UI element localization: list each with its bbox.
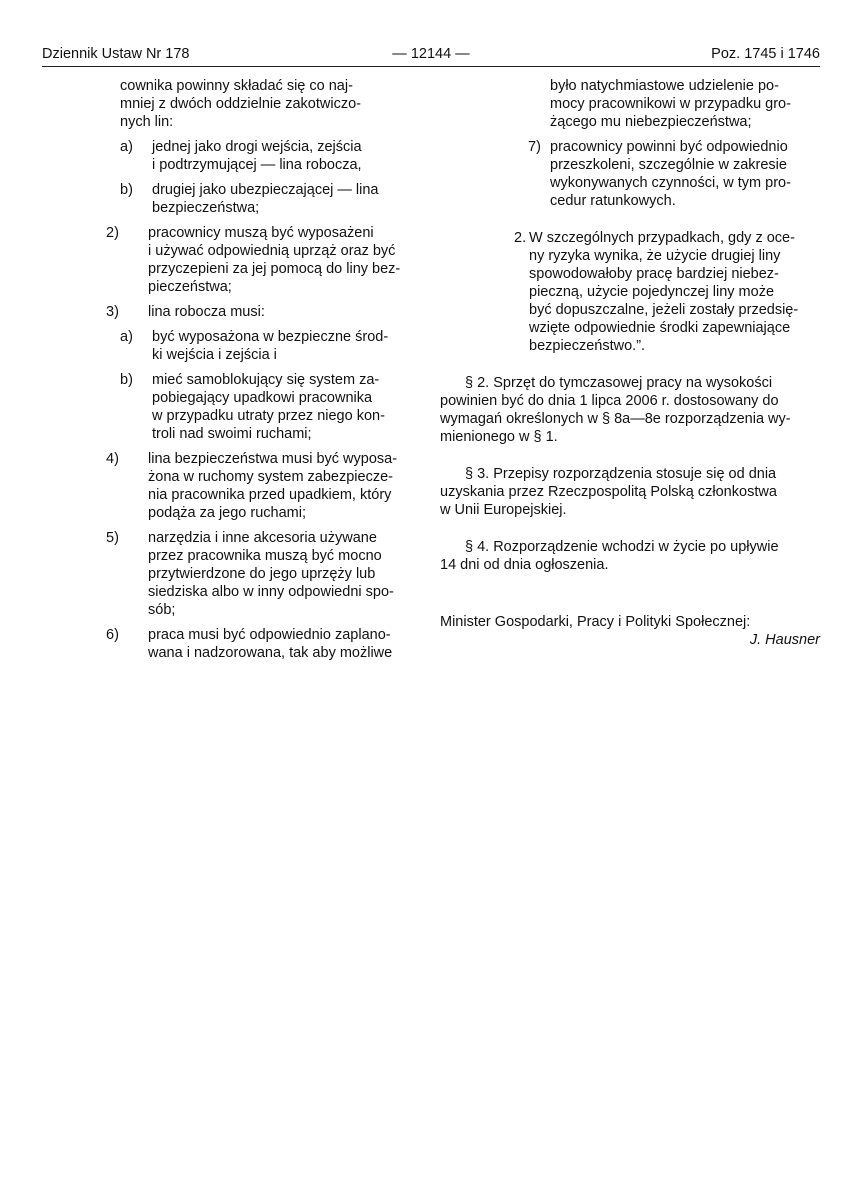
text-line: w przypadku utraty przez niego kon- bbox=[152, 408, 385, 424]
text-line: być dopuszczalne, jeżeli zostały przedsię- bbox=[529, 302, 799, 318]
text-line: powinien być do dnia 1 lipca 2006 r. dostosowany do bbox=[440, 393, 779, 409]
text-line: ny ryzyka wynika, że użycie drugiej liny bbox=[529, 248, 781, 264]
item-number: 3) bbox=[106, 304, 119, 320]
text-line: siedziska albo w inny odpowiedni spo- bbox=[148, 584, 394, 600]
item-number: 2) bbox=[106, 225, 119, 241]
list-item-6 bbox=[106, 626, 422, 662]
journal-title: Dziennik Ustaw Nr 178 bbox=[42, 46, 190, 62]
item-number: 4) bbox=[106, 451, 119, 467]
text-line: pracownicy powinni być odpowiednio bbox=[550, 139, 788, 155]
left-column bbox=[106, 77, 422, 662]
text-line: § 3. Przepisy rozporządzenia stosuje się od dnia bbox=[465, 466, 777, 482]
list-item-1a bbox=[120, 138, 422, 174]
text-line: sób; bbox=[148, 602, 176, 618]
intro-paragraph bbox=[120, 77, 422, 131]
item-number: 7) bbox=[528, 139, 541, 155]
text-line: pracownicy muszą być wyposażeni bbox=[148, 225, 374, 241]
text-line: bezpieczeństwo.”. bbox=[529, 338, 646, 354]
text-line: troli nad swoimi ruchami; bbox=[152, 426, 312, 442]
list-item-3 bbox=[106, 303, 422, 321]
text-line: § 2. Sprzęt do tymczasowej pracy na wysokości bbox=[465, 375, 773, 391]
list-item-3a bbox=[120, 328, 422, 364]
right-column bbox=[440, 77, 820, 649]
text-line: żącego mu niebezpieczeństwa; bbox=[550, 114, 752, 130]
list-item-7 bbox=[440, 138, 820, 210]
text-line: wzięte odpowiednie środki zapewniające bbox=[529, 320, 791, 336]
text-line: żona w ruchomy system zabezpiecze- bbox=[148, 469, 393, 485]
list-item-3b bbox=[120, 371, 422, 443]
text-line: i używać odpowiednią uprząż oraz być bbox=[148, 243, 396, 259]
text-line: wymagań określonych w § 8a—8e rozporządzenia wy- bbox=[440, 411, 791, 427]
text-line: pieczną, użycie pojedynczej liny może bbox=[529, 284, 775, 300]
text-line: § 4. Rozporządzenie wchodzi w życie po upływie bbox=[465, 539, 779, 555]
text-line: ki wejścia i zejścia i bbox=[152, 347, 277, 363]
text-line: przyczepieni za jej pomocą do liny bez- bbox=[148, 261, 401, 277]
header-rule bbox=[42, 66, 820, 67]
text-line: nia pracownika przed upadkiem, który bbox=[148, 487, 392, 503]
text-line: cownika powinny składać się co naj- bbox=[120, 78, 353, 94]
section-4 bbox=[440, 538, 820, 574]
text-line: narzędzia i inne akcesoria używane bbox=[148, 530, 377, 546]
continued-paragraph bbox=[440, 77, 820, 131]
item-number: 5) bbox=[106, 530, 119, 546]
list-item-2 bbox=[106, 224, 422, 296]
text-line: przeszkoleni, szczególnie w zakresie bbox=[550, 157, 787, 173]
item-number: a) bbox=[120, 139, 133, 155]
page-number: — 12144 — bbox=[392, 46, 470, 62]
text-line: pieczeństwa; bbox=[148, 279, 232, 295]
text-line: wana i nadzorowana, tak aby możliwe bbox=[148, 645, 393, 661]
text-line: cedur ratunkowych. bbox=[550, 193, 676, 209]
text-line: być wyposażona w bezpieczne środ- bbox=[152, 329, 389, 345]
text-line: praca musi być odpowiednio zaplano- bbox=[148, 627, 391, 643]
text-line: mieć samoblokujący się system za- bbox=[152, 372, 380, 388]
position-reference: Poz. 1745 i 1746 bbox=[711, 46, 820, 62]
text-line: i podtrzymującej — lina robocza, bbox=[152, 157, 362, 173]
page-header bbox=[42, 46, 820, 66]
text-line: mocy pracownikowi w przypadku gro- bbox=[550, 96, 791, 112]
item-number: 6) bbox=[106, 627, 119, 643]
text-line: uzyskania przez Rzeczpospolitą Polską członkostwa bbox=[440, 484, 777, 500]
signature-block bbox=[440, 613, 820, 649]
signature-title: Minister Gospodarki, Pracy i Polityki Społecznej: bbox=[440, 614, 751, 630]
item-number: b) bbox=[120, 372, 133, 388]
text-line: lina bezpieczeństwa musi być wyposa- bbox=[148, 451, 398, 467]
signature-name: J. Hausner bbox=[749, 632, 820, 648]
text-line: W szczególnych przypadkach, gdy z oce- bbox=[529, 230, 795, 246]
text-line: bezpieczeństwa; bbox=[152, 200, 260, 216]
text-line: lina robocza musi: bbox=[148, 304, 265, 320]
text-line: było natychmiastowe udzielenie po- bbox=[550, 78, 779, 94]
list-item-5 bbox=[106, 529, 422, 619]
item-number: a) bbox=[120, 329, 133, 345]
item-number: 2. bbox=[514, 230, 527, 246]
list-item-4 bbox=[106, 450, 422, 522]
item-number: b) bbox=[120, 182, 133, 198]
text-line: drugiej jako ubezpieczającej — lina bbox=[152, 182, 379, 198]
section-2 bbox=[440, 374, 820, 446]
paragraph-2 bbox=[440, 229, 820, 355]
list-item-1b bbox=[120, 181, 422, 217]
text-line: 14 dni od dnia ogłoszenia. bbox=[440, 557, 609, 573]
text-line: w Unii Europejskiej. bbox=[440, 502, 567, 518]
text-line: spowodowałoby pracę bardziej niebez- bbox=[529, 266, 779, 282]
text-line: przytwierdzone do jego uprzęży lub bbox=[148, 566, 376, 582]
text-line: podąża za jego ruchami; bbox=[148, 505, 306, 521]
section-3 bbox=[440, 465, 820, 519]
text-line: mniej z dwóch oddzielnie zakotwiczo- bbox=[120, 96, 361, 112]
text-line: nych lin: bbox=[120, 114, 174, 130]
text-line: wykonywanych czynności, w tym pro- bbox=[550, 175, 791, 191]
text-line: pobiegający upadkowi pracownika bbox=[152, 390, 373, 406]
text-line: jednej jako drogi wejścia, zejścia bbox=[152, 139, 362, 155]
text-line: mienionego w § 1. bbox=[440, 429, 558, 445]
text-line: przez pracownika muszą być mocno bbox=[148, 548, 382, 564]
